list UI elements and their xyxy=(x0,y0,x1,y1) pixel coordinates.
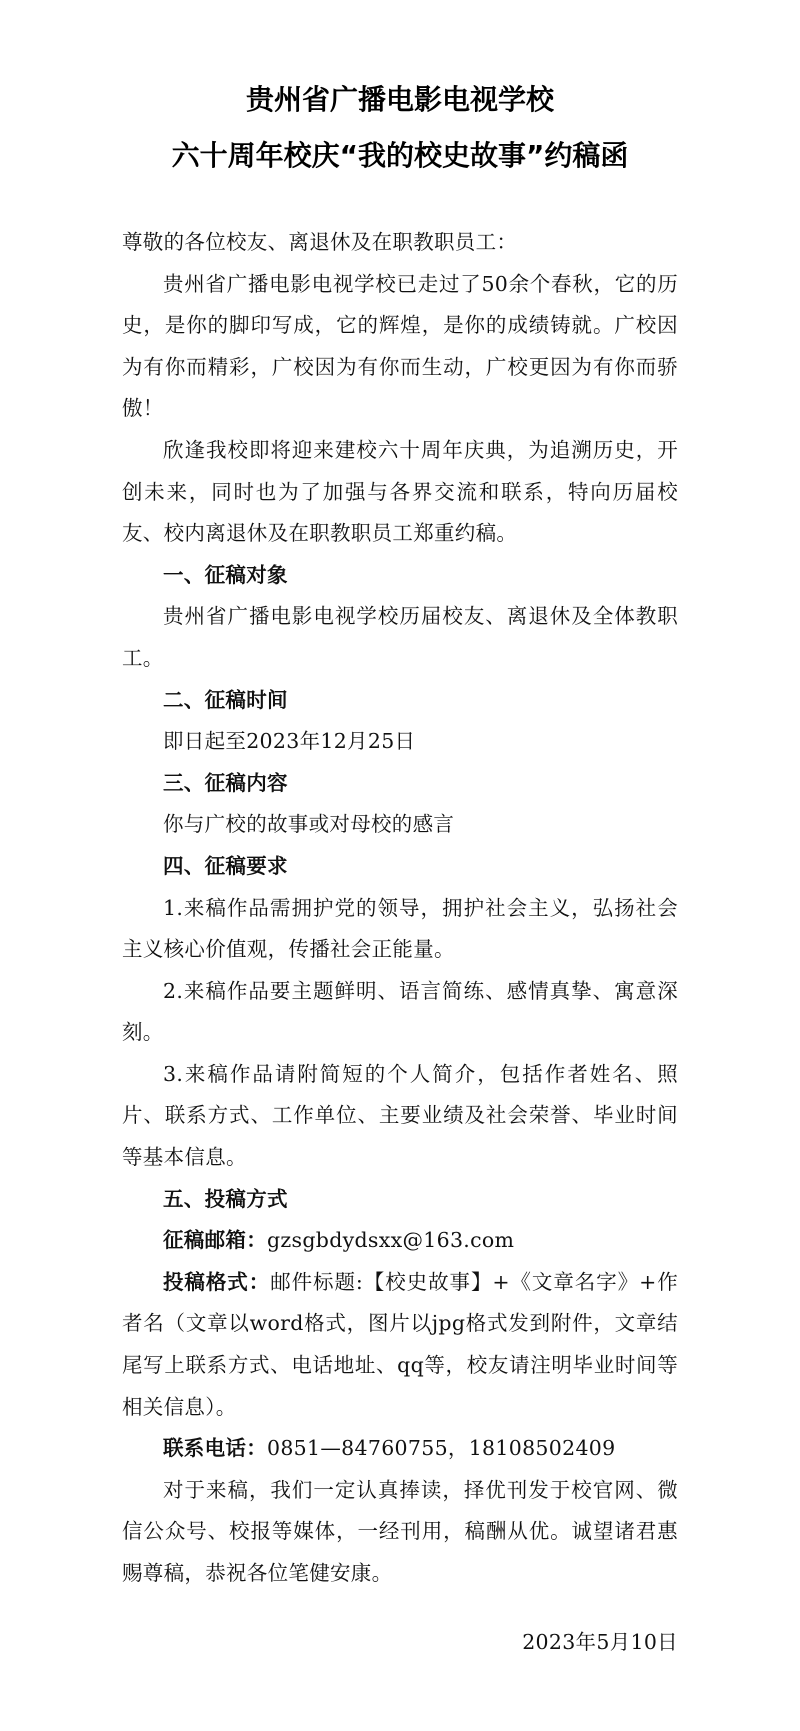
section-1-text: 贵州省广播电影电视学校历届校友、离退休及全体教职工。 xyxy=(122,604,678,670)
phone-line xyxy=(122,1428,678,1470)
title-line-2: 六十周年校庆“我的校史故事”约稿函 xyxy=(171,139,629,172)
title-block xyxy=(122,72,678,184)
requirement-item-2: 2.来稿作品要主题鲜明、语言简练、感情真挚、寓意深刻。 xyxy=(122,978,678,1045)
title-line-1: 贵州省广播电影电视学校 xyxy=(245,83,554,116)
intro-paragraph-1: 贵州省广播电影电视学校已走过了50余个春秋，它的历史，是你的脚印写成，它的辉煌，是你的成绩铸就。广校因为有你而精彩，广校因为有你而生动，广校更因为有你而骄傲！ xyxy=(122,271,678,421)
closing-paragraph: 对于来稿，我们一定认真捧读，择优刊发于校官网、微信公众号、校报等媒体，一经刊用，稿酬从优。诚望诸君惠赐尊稿，恭祝各位笔健安康。 xyxy=(122,1477,678,1585)
email-value[interactable]: gzsgbdydsxx@163.com xyxy=(267,1228,515,1253)
format-value: 邮件标题:【校史故事】+《文章名字》+作者名（文章以word格式，图片以jpg格式发到附件，文章结尾写上联系方式、电话地址、qq等，校友请注明毕业时间等相关信息）。 xyxy=(122,1269,679,1419)
letter-date: 2023年5月10日 xyxy=(522,1630,678,1654)
greeting: 尊敬的各位校友、离退休及在职教职员工： xyxy=(122,230,518,254)
requirement-item-3: 3.来稿作品请附简短的个人简介，包括作者姓名、照片、联系方式、工作单位、主要业绩及社会荣誉、毕业时间等基本信息。 xyxy=(122,1061,678,1170)
phone-value: 0851—84760755，18108502409 xyxy=(267,1436,616,1461)
phone-label: 联系电话： xyxy=(163,1436,267,1461)
format-label: 投稿格式： xyxy=(163,1269,271,1294)
email-label: 征稿邮箱： xyxy=(163,1228,267,1253)
email-line xyxy=(122,1220,678,1262)
requirement-item-1: 1.来稿作品需拥护党的领导，拥护社会主义，弘扬社会主义核心价值观，传播社会正能量。 xyxy=(122,895,678,962)
section-3-heading: 三、征稿内容 xyxy=(163,770,288,795)
letter-document xyxy=(122,72,678,1595)
section-5-heading: 五、投稿方式 xyxy=(163,1186,288,1211)
section-4-heading: 四、征稿要求 xyxy=(163,853,288,878)
intro-paragraph-2: 欣逢我校即将迎来建校六十周年庆典，为追溯历史，开创未来，同时也为了加强与各界交流和联系，特向历届校友、校内离退休及在职教职员工郑重约稿。 xyxy=(122,437,678,546)
section-2-text: 即日起至2023年12月25日 xyxy=(163,729,416,754)
format-line xyxy=(122,1262,678,1428)
section-2-heading: 二、征稿时间 xyxy=(163,687,288,712)
section-1-heading: 一、征稿对象 xyxy=(163,562,288,587)
section-3-text: 你与广校的故事或对母校的感言 xyxy=(163,812,455,837)
